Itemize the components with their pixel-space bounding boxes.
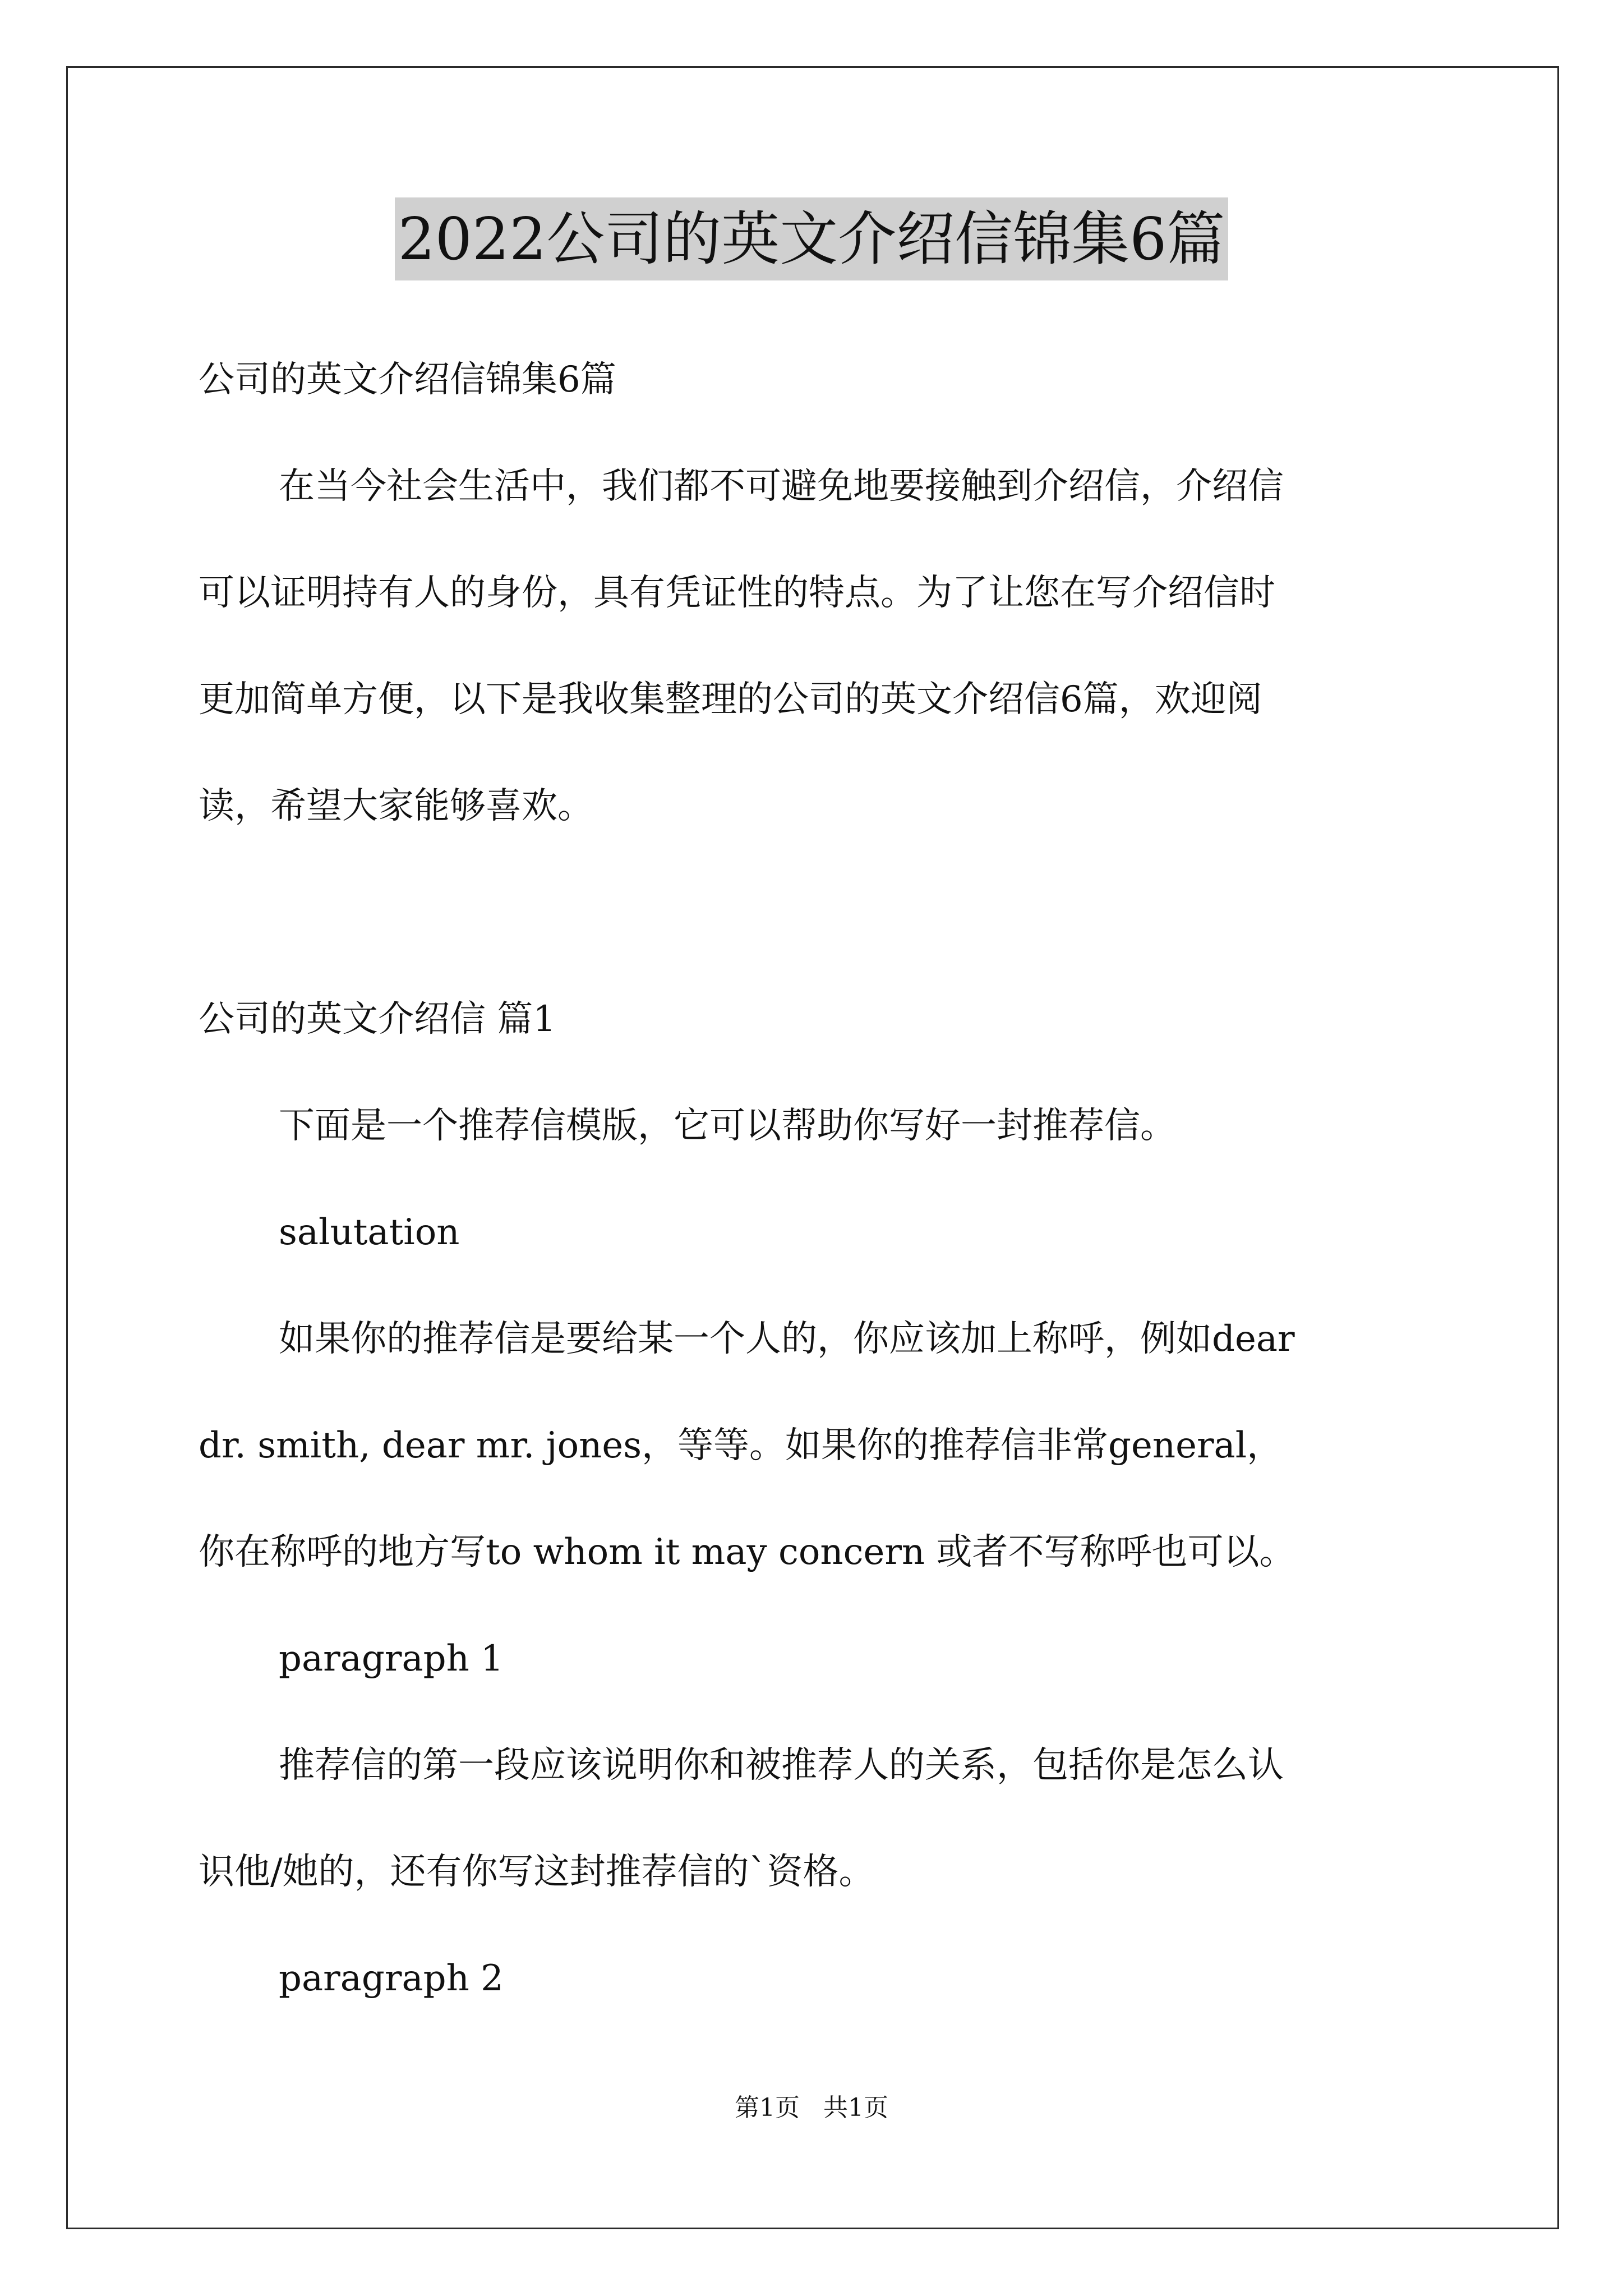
subtitle: 公司的英文介绍信锦集6篇 <box>199 359 616 401</box>
body-line: 下面是一个推荐信模版，它可以帮助你写好一封推荐信。 <box>279 1105 1176 1147</box>
body-line: paragraph 2 <box>279 1958 504 1999</box>
intro-line: 可以证明持有人的身份，具有凭证性的特点。为了让您在写介绍信时 <box>199 572 1275 614</box>
body-line: 识他/她的，还有你写这封推荐信的`资格。 <box>199 1851 875 1893</box>
body-line: 你在称呼的地方写to whom it may concern 或者不写称呼也可以。 <box>199 1531 1295 1573</box>
intro-line: 读，希望大家能够喜欢。 <box>199 785 593 827</box>
intro-line: 更加简单方便，以下是我收集整理的公司的英文介绍信6篇，欢迎阅 <box>199 679 1262 720</box>
body-line: paragraph 1 <box>279 1638 504 1680</box>
document-title: 2022公司的英文介绍信锦集6篇 <box>395 197 1229 280</box>
title-container <box>0 197 1623 280</box>
section-heading: 公司的英文介绍信 篇1 <box>199 999 556 1040</box>
intro-line: 在当今社会生活中，我们都不可避免地要接触到介绍信，介绍信 <box>279 466 1284 507</box>
body-line: 推荐信的第一段应该说明你和被推荐人的关系，包括你是怎么认 <box>279 1745 1284 1786</box>
body-line: dr. smith, dear mr. jones，等等。如果你的推荐信非常general， <box>199 1425 1283 1466</box>
page-number-footer: 第1页 共1页 <box>735 2093 888 2122</box>
body-line: salutation <box>279 1212 460 1253</box>
body-line: 如果你的推荐信是要给某一个人的，你应该加上称呼，例如dear <box>279 1318 1295 1360</box>
